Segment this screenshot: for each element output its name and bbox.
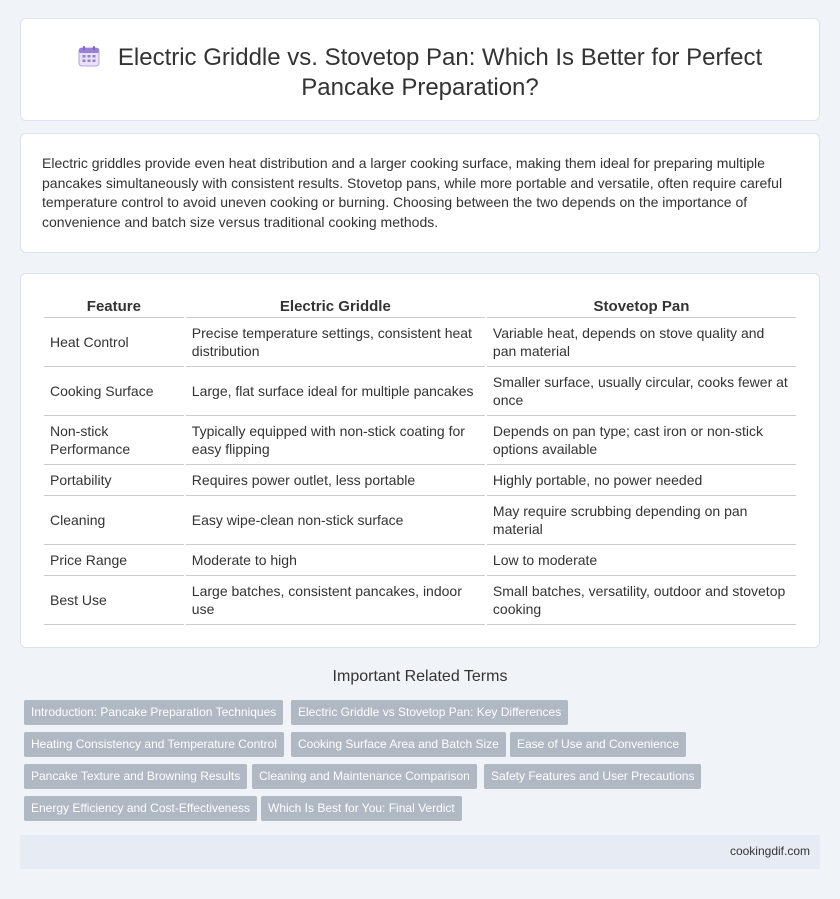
griddle-cell: Easy wipe-clean non-stick surface (186, 496, 485, 545)
header-feature: Feature (44, 296, 184, 318)
related-term-tag[interactable]: Energy Efficiency and Cost-Effectiveness (24, 796, 257, 821)
pan-cell: Depends on pan type; cast iron or non-stick options available (487, 416, 796, 465)
related-term-tag[interactable]: Ease of Use and Convenience (510, 732, 686, 757)
griddle-cell: Typically equipped with non-stick coating for easy flipping (186, 416, 485, 465)
pan-cell: Small batches, versatility, outdoor and stovetop cooking (487, 576, 796, 625)
related-term-tag[interactable]: Which Is Best for You: Final Verdict (261, 796, 462, 821)
feature-cell: Heat Control (44, 318, 184, 367)
intro-paragraph: Electric griddles provide even heat distribution and a larger cooking surface, making them ideal for preparing multiple pancakes simultaneously with consistent results. Stovetop pans, while more portable and versatile, often require careful temperature control to avoid uneven cooking or burning. Choosing between the two depends on the importance of convenience and batch size versus traditional cooking methods. (42, 155, 783, 230)
related-term-tag[interactable]: Introduction: Pancake Preparation Techniques (24, 700, 283, 725)
calendar-icon (78, 45, 100, 67)
griddle-cell: Requires power outlet, less portable (186, 465, 485, 496)
feature-cell: Cleaning (44, 496, 184, 545)
table-row (44, 416, 796, 465)
pan-cell: Low to moderate (487, 545, 796, 576)
header-card (20, 18, 820, 121)
related-term-tag[interactable]: Heating Consistency and Temperature Control (24, 732, 284, 757)
header-stovetop-pan: Stovetop Pan (487, 296, 796, 318)
page-title: Electric Griddle vs. Stovetop Pan: Which Is Better for Perfect Pancake Preparation? (117, 44, 763, 101)
comparison-card (20, 273, 820, 648)
comparison-table (42, 296, 798, 625)
feature-cell: Portability (44, 465, 184, 496)
intro-card (20, 133, 820, 253)
pan-cell: Variable heat, depends on stove quality and pan material (487, 318, 796, 367)
table-header-row (44, 296, 796, 318)
griddle-cell: Large, flat surface ideal for multiple pancakes (186, 367, 485, 416)
feature-cell: Price Range (44, 545, 184, 576)
pan-cell: May require scrubbing depending on pan material (487, 496, 796, 545)
page-title-wrap (21, 43, 819, 103)
related-terms-title: Important Related Terms (332, 668, 508, 685)
related-term-tag[interactable]: Pancake Texture and Browning Results (24, 764, 247, 789)
griddle-cell: Large batches, consistent pancakes, indoor use (186, 576, 485, 625)
header-electric-griddle: Electric Griddle (186, 296, 485, 318)
footer-site-link[interactable]: cookingdif.com (729, 844, 810, 858)
feature-cell: Best Use (44, 576, 184, 625)
pan-cell: Smaller surface, usually circular, cooks fewer at once (487, 367, 796, 416)
related-term-tag[interactable]: Safety Features and User Precautions (484, 764, 701, 789)
related-term-tag[interactable]: Electric Griddle vs Stovetop Pan: Key Differences (291, 700, 568, 725)
feature-cell: Non-stick Performance (44, 416, 184, 465)
table-row (44, 496, 796, 545)
table-row (44, 367, 796, 416)
feature-cell: Cooking Surface (44, 367, 184, 416)
table-row (44, 318, 796, 367)
table-row (44, 465, 796, 496)
table-row (44, 545, 796, 576)
footer-bar (20, 835, 820, 869)
related-term-tag[interactable]: Cleaning and Maintenance Comparison (252, 764, 477, 789)
griddle-cell: Precise temperature settings, consistent heat distribution (186, 318, 485, 367)
pan-cell: Highly portable, no power needed (487, 465, 796, 496)
table-row (44, 576, 796, 625)
related-term-tag[interactable]: Cooking Surface Area and Batch Size (291, 732, 506, 757)
griddle-cell: Moderate to high (186, 545, 485, 576)
